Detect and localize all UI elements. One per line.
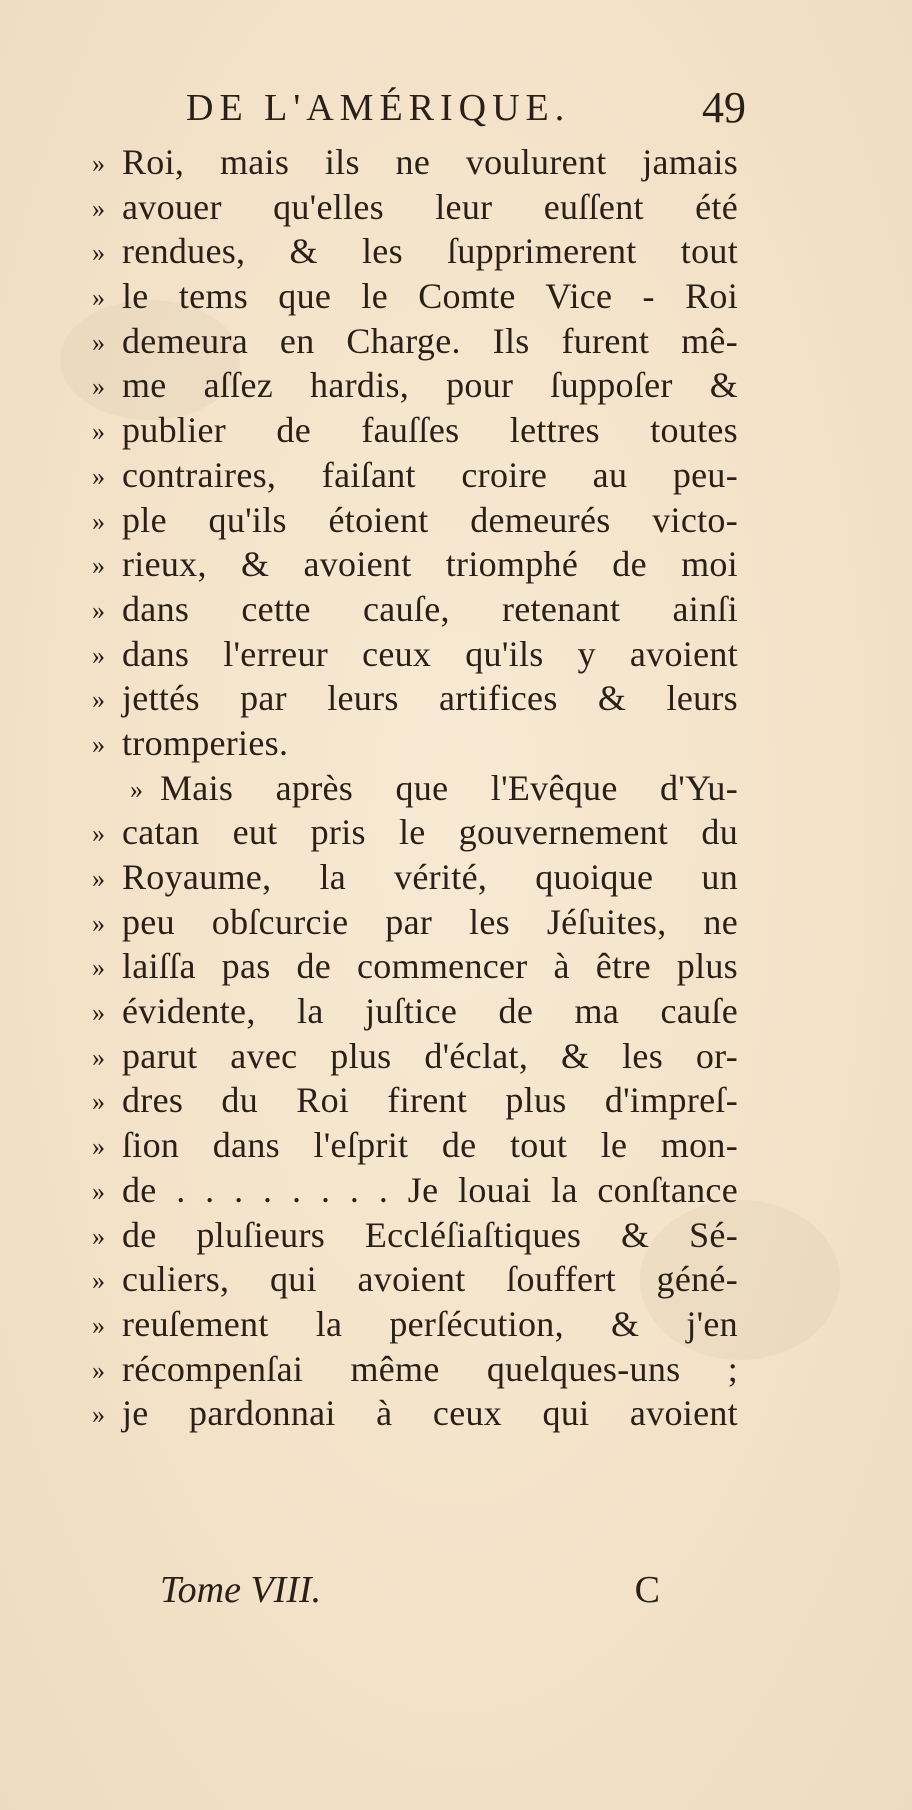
quote-marker: » <box>92 595 106 625</box>
quote-marker: » <box>92 149 106 178</box>
quote-marker: » <box>92 417 106 447</box>
quote-marker: » <box>92 193 106 223</box>
text-line <box>92 810 742 855</box>
quote-marker: » <box>92 953 106 983</box>
line-text: publier de fauſſes lettres toutes <box>122 410 738 451</box>
quote-marker: » <box>92 327 106 357</box>
text-line <box>92 363 742 408</box>
text-line <box>92 1078 742 1123</box>
quote-marker: » <box>92 1310 106 1340</box>
quote-marker: » <box>92 1132 106 1162</box>
text-line <box>92 944 742 989</box>
text-line <box>92 1168 742 1213</box>
text-line <box>92 453 742 498</box>
text-line <box>92 408 742 453</box>
line-text: rieux, & avoient triomphé de moi <box>122 544 738 585</box>
line-text: Roi, mais ils ne voulurent jamais <box>122 142 738 182</box>
text-line <box>92 855 742 900</box>
quote-marker: » <box>92 238 106 268</box>
quote-marker: » <box>92 640 106 670</box>
text-line <box>92 1347 742 1392</box>
line-text: contraires, faiſant croire au peu- <box>122 454 738 495</box>
quote-marker: » <box>92 685 106 715</box>
quote-marker: » <box>92 1221 106 1251</box>
text-line <box>92 542 742 587</box>
text-line <box>92 587 742 632</box>
quote-marker: » <box>92 864 106 893</box>
signature-mark: C <box>634 1569 660 1611</box>
line-text: parut avec plus d'éclat, & les or- <box>122 1035 738 1076</box>
line-text: jettés par leurs artifices & leurs <box>122 678 738 719</box>
text-line <box>92 319 742 364</box>
line-text: me aſſez hardis, pour ſuppoſer & <box>122 365 738 406</box>
line-text: Royaume, la vérité, quoique un <box>122 857 738 897</box>
page-number: 49 <box>702 83 746 132</box>
line-text: dans l'erreur ceux qu'ils y avoient <box>122 633 738 674</box>
text-line <box>92 140 742 185</box>
quote-marker: » <box>92 551 106 581</box>
quote-marker: » <box>130 774 144 804</box>
line-text: catan eut pris le gouvernement du <box>122 812 738 853</box>
line-text: récompenſai même quelques-uns ; <box>122 1348 738 1389</box>
text-line <box>92 721 742 766</box>
line-text: laiſſa pas de commencer à être plus <box>122 946 738 987</box>
line-text: reuſement la perſécution, & j'en <box>122 1303 738 1344</box>
text-line <box>92 676 742 721</box>
line-text: culiers, qui avoient ſouffert géné- <box>122 1259 738 1300</box>
text-line <box>92 185 742 230</box>
line-text: le tems que le Comte Vice - Roi <box>122 276 738 317</box>
running-head: DE L'AMÉRIQUE. <box>186 87 571 129</box>
quote-marker: » <box>92 1087 106 1117</box>
text-line <box>92 1213 742 1258</box>
page-header <box>186 82 746 142</box>
text-line <box>92 229 742 274</box>
quote-marker: » <box>92 1042 106 1072</box>
text-line <box>92 989 742 1034</box>
page-footer <box>160 1568 660 1618</box>
line-text: ſion dans l'eſprit de tout le mon- <box>122 1125 738 1166</box>
line-text: ple qu'ils étoient demeurés victo- <box>122 499 738 540</box>
quote-marker: » <box>92 506 106 536</box>
line-text: avouer qu'elles leur euſſent été <box>122 186 738 227</box>
text-line <box>92 1034 742 1079</box>
line-text: Mais après que l'Evêque d'Yu- <box>160 767 738 808</box>
quote-marker: » <box>92 1266 106 1296</box>
line-text: je pardonnai à ceux qui avoient <box>122 1393 738 1434</box>
text-line <box>92 900 742 945</box>
text-line <box>92 766 742 811</box>
text-line <box>92 274 742 319</box>
line-text: dres du Roi firent plus d'impreſ- <box>122 1080 738 1121</box>
text-line <box>92 1302 742 1347</box>
quote-marker: » <box>92 998 106 1028</box>
line-text: rendues, & les ſupprimerent tout <box>122 231 738 272</box>
quote-marker: » <box>92 1400 106 1430</box>
quote-marker: » <box>92 1176 106 1206</box>
line-text: demeura en Charge. Ils furent mê- <box>122 320 738 361</box>
text-line <box>92 498 742 543</box>
text-line <box>92 1123 742 1168</box>
quote-marker: » <box>92 1355 106 1385</box>
line-text: tromperies. <box>122 722 289 763</box>
line-text: peu obſcurcie par les Jéſuites, ne <box>122 901 738 942</box>
text-line <box>92 1257 742 1302</box>
quote-marker: » <box>92 908 106 938</box>
text-line <box>92 1391 742 1436</box>
body-text <box>92 140 742 1436</box>
line-text: dans cette cauſe, retenant ainſi <box>122 588 738 629</box>
quote-marker: » <box>92 372 106 402</box>
quote-marker: » <box>92 729 106 759</box>
line-text: de . . . . . . . . Je louai la conſtance <box>122 1169 738 1210</box>
volume-label: Tome VIII. <box>160 1569 322 1611</box>
quote-marker: » <box>92 461 106 491</box>
text-line <box>92 632 742 677</box>
quote-marker: » <box>92 283 106 313</box>
line-text: évidente, la juſtice de ma cauſe <box>122 991 738 1032</box>
quote-marker: » <box>92 819 106 849</box>
line-text: de pluſieurs Eccléſiaſtiques & Sé- <box>122 1214 738 1255</box>
